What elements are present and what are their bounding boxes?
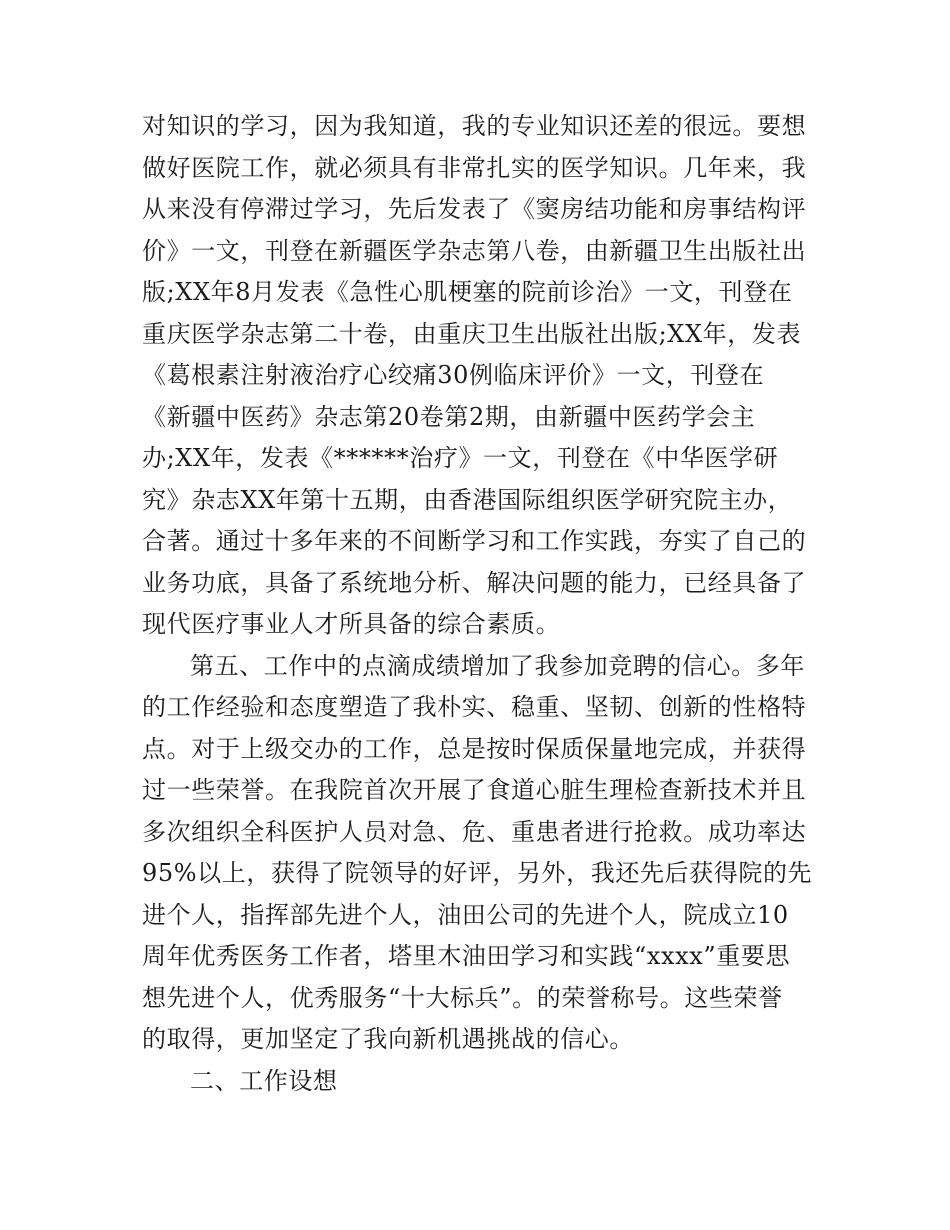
text-line: 办;XX年，发表《******治疗》一文，刊登在《中华医学研: [142, 444, 779, 472]
text-line: 进个人，指挥部先进个人，油田公司的先进个人，院成立10: [142, 900, 789, 929]
text-line: 价》一文，刊登在新疆医学杂志第八卷，由新疆卫生出版社出: [142, 236, 807, 265]
paragraph-first-line: 第五、工作中的点滴成绩增加了我参加竞聘的信心。多年: [190, 651, 805, 680]
text-line: 周年优秀医务工作者，塔里木油田学习和实践“xxxx”重要思: [142, 942, 791, 970]
text-line: 想先进个人，优秀服务“十大标兵”。的荣誉称号。这些荣誉: [142, 983, 783, 1012]
section-heading: 二、工作设想: [190, 1066, 338, 1095]
text-line: 的取得，更加坚定了我向新机遇挑战的信心。: [142, 1025, 634, 1053]
text-line: 95%以上，获得了院领导的好评，另外，我还先后获得院的先: [142, 859, 813, 887]
text-line: 现代医疗事业人才所具备的综合素质。: [142, 610, 561, 638]
text-line: 《新疆中医药》杂志第20卷第2期，由新疆中医药学会主: [142, 402, 756, 431]
text-line: 从来没有停滞过学习，先后发表了《窦房结功能和房事结构评: [142, 195, 807, 223]
text-line: 的工作经验和态度塑造了我朴实、稳重、坚韧、创新的性格特: [142, 693, 807, 721]
text-line: 过一些荣誉。在我院首次开展了食道心脏生理检查新技术并且: [142, 776, 807, 804]
text-line: 对知识的学习，因为我知道，我的专业知识还差的很远。要想: [142, 112, 807, 140]
text-line: 版;XX年8月发表《急性心肌梗塞的院前诊治》一文，刊登在: [142, 278, 793, 306]
text-line: 业务功底，具备了系统地分析、解决问题的能力，已经具备了: [142, 568, 807, 597]
text-line: 点。对于上级交办的工作，总是按时保质保量地完成，并获得: [142, 734, 807, 763]
text-line: 多次组织全科医护人员对急、危、重患者进行抢救。成功率达: [142, 817, 807, 846]
text-line: 《葛根素注射液治疗心绞痛30例临床评价》一文，刊登在: [142, 361, 765, 389]
text-line: 做好医院工作，就必须具有非常扎实的医学知识。几年来，我: [142, 153, 807, 182]
text-line: 究》杂志XX年第十五期，由香港国际组织医学研究院主办，: [142, 485, 793, 514]
text-line: 重庆医学杂志第二十卷，由重庆卫生出版社出版;XX年，发表: [142, 319, 802, 348]
document-body: [142, 106, 822, 1102]
text-line: 合著。通过十多年来的不间断学习和工作实践，夯实了自己的: [142, 527, 807, 555]
